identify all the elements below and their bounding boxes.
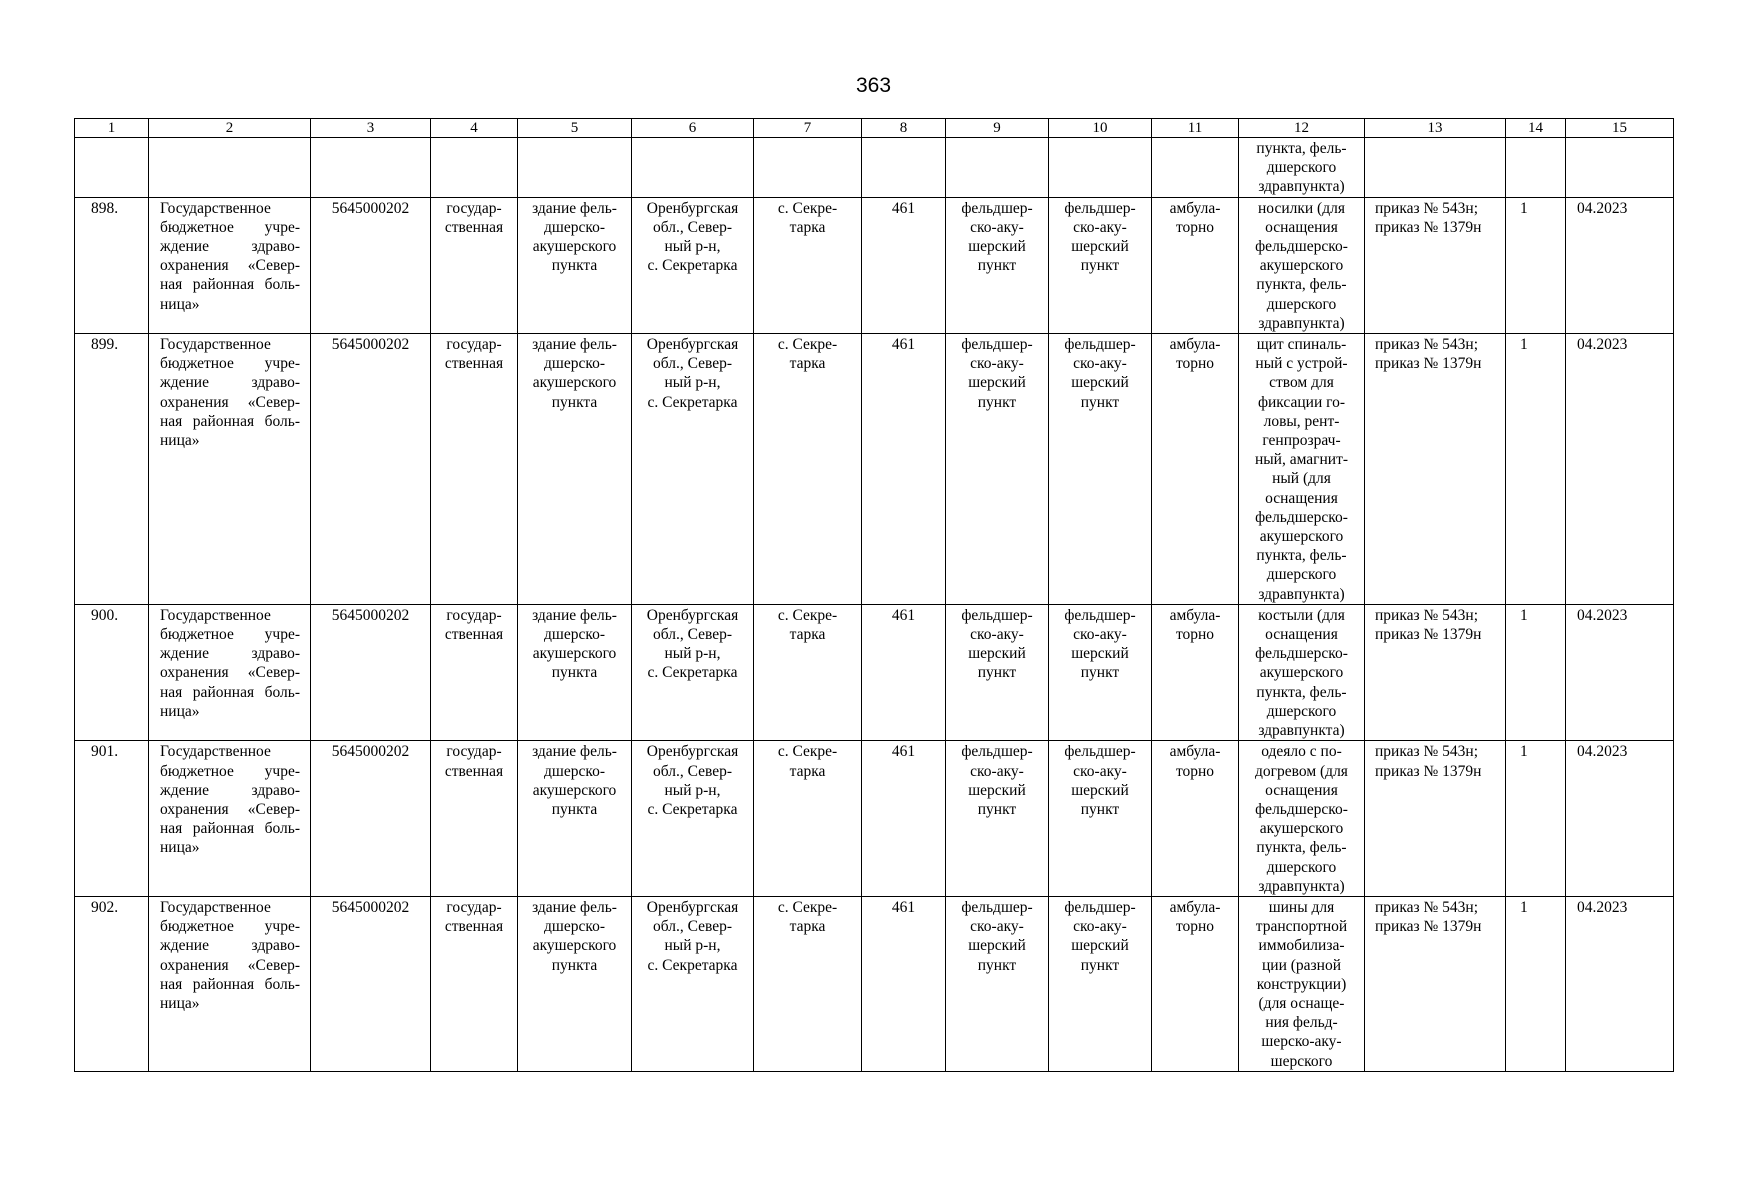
cell-building: здание фель- дшерско- акушерского пункта: [518, 741, 632, 897]
cell-date: 04.2023: [1566, 197, 1674, 333]
cell-orders: приказ № 543н; приказ № 1379н: [1365, 604, 1506, 740]
cell-care-form: амбула- торно: [1152, 741, 1239, 897]
cell-empty: [1566, 138, 1674, 198]
column-header: 2: [149, 119, 311, 138]
cell-unit-type: фельдшер- ско-аку- шерский пункт: [946, 604, 1049, 740]
cell-row-number: 899.: [75, 334, 149, 605]
cell-orders: приказ № 543н; приказ № 1379н: [1365, 741, 1506, 897]
cell-empty: [431, 138, 518, 198]
cell-row-number: 900.: [75, 604, 149, 740]
cell-organization: Государственное бюджетное учре-ждение здраво-охранения «Север-ная районная боль-ница»: [149, 197, 311, 333]
column-header: 9: [946, 119, 1049, 138]
cell-row-number: 898.: [75, 197, 149, 333]
cell-empty: [1152, 138, 1239, 198]
cell-address: Оренбургская обл., Север- ный р-н, с. Секретарка: [632, 896, 754, 1071]
cell-care-form: амбула- торно: [1152, 604, 1239, 740]
cell-organization: Государственное бюджетное учре-ждение здраво-охранения «Север-ная районная боль-ница»: [149, 604, 311, 740]
cell-row-number: 902.: [75, 896, 149, 1071]
table-row: [75, 896, 1674, 1071]
cell-organization: Государственное бюджетное учре-ждение здраво-охранения «Север-ная районная боль-ница»: [149, 741, 311, 897]
cell-empty: [149, 138, 311, 198]
column-header: 6: [632, 119, 754, 138]
column-header: 12: [1239, 119, 1365, 138]
column-header: 15: [1566, 119, 1674, 138]
cell-ownership: государ- ственная: [431, 604, 518, 740]
cell-inn: 5645000202: [311, 896, 431, 1071]
cell-equipment: щит спиналь- ный с устрой- ством для фиксации го- ловы, рент- генпрозрач- ный, амагнит- ный (для оснащения фельдшерско- акушерского пункта, фель- дшерского здравпункта): [1239, 334, 1365, 605]
cell-address: Оренбургская обл., Север- ный р-н, с. Секретарка: [632, 197, 754, 333]
cell-quantity: 1: [1506, 604, 1566, 740]
cell-unit-name: фельдшер- ско-аку- шерский пункт: [1049, 604, 1152, 740]
table-row: [75, 741, 1674, 897]
cell-row-number: 901.: [75, 741, 149, 897]
cell-empty: [1506, 138, 1566, 198]
cell-empty: [632, 138, 754, 198]
cell-date: 04.2023: [1566, 741, 1674, 897]
cell-ownership: государ- ственная: [431, 197, 518, 333]
column-header: 7: [754, 119, 862, 138]
cell-locality: с. Секре- тарка: [754, 741, 862, 897]
cell-locality: с. Секре- тарка: [754, 896, 862, 1071]
cell-locality: с. Секре- тарка: [754, 197, 862, 333]
cell-unit-name: фельдшер- ско-аку- шерский пункт: [1049, 334, 1152, 605]
cell-building: здание фель- дшерско- акушерского пункта: [518, 334, 632, 605]
cell-ownership: государ- ственная: [431, 741, 518, 897]
registry-table: [74, 118, 1674, 1072]
cell-unit-type: фельдшер- ско-аку- шерский пункт: [946, 197, 1049, 333]
cell-code: 461: [862, 334, 946, 605]
cell-ownership: государ- ственная: [431, 896, 518, 1071]
cell-ownership: государ- ственная: [431, 334, 518, 605]
cell-inn: 5645000202: [311, 741, 431, 897]
column-header: 4: [431, 119, 518, 138]
cell-quantity: 1: [1506, 741, 1566, 897]
column-header: 3: [311, 119, 431, 138]
cell-empty: [862, 138, 946, 198]
column-header: 14: [1506, 119, 1566, 138]
cell-empty: [311, 138, 431, 198]
cell-unit-type: фельдшер- ско-аку- шерский пункт: [946, 896, 1049, 1071]
cell-unit-name: фельдшер- ско-аку- шерский пункт: [1049, 741, 1152, 897]
cell-unit-name: фельдшер- ско-аку- шерский пункт: [1049, 197, 1152, 333]
cell-empty: [1049, 138, 1152, 198]
table-row-continuation: [75, 138, 1674, 198]
column-header: 10: [1049, 119, 1152, 138]
column-header: 5: [518, 119, 632, 138]
column-header: 13: [1365, 119, 1506, 138]
cell-inn: 5645000202: [311, 334, 431, 605]
cell-care-form: амбула- торно: [1152, 896, 1239, 1071]
cell-code: 461: [862, 896, 946, 1071]
cell-orders: приказ № 543н; приказ № 1379н: [1365, 896, 1506, 1071]
cell-code: 461: [862, 741, 946, 897]
cell-equipment: носилки (для оснащения фельдшерско- акушерского пункта, фель- дшерского здравпункта): [1239, 197, 1365, 333]
cell-equipment: шины для транспортной иммобилиза- ции (разной конструкции) (для оснаще- ния фельд- шерско-аку- шерского: [1239, 896, 1365, 1071]
cell-empty: [75, 138, 149, 198]
cell-building: здание фель- дшерско- акушерского пункта: [518, 896, 632, 1071]
cell-building: здание фель- дшерско- акушерского пункта: [518, 197, 632, 333]
cell-building: здание фель- дшерско- акушерского пункта: [518, 604, 632, 740]
cell-unit-type: фельдшер- ско-аку- шерский пункт: [946, 334, 1049, 605]
cell-orders: приказ № 543н; приказ № 1379н: [1365, 334, 1506, 605]
cell-orders: приказ № 543н; приказ № 1379н: [1365, 197, 1506, 333]
cell-locality: с. Секре- тарка: [754, 334, 862, 605]
cell-unit-type: фельдшер- ско-аку- шерский пункт: [946, 741, 1049, 897]
cell-empty: [518, 138, 632, 198]
page-number: 363: [855, 74, 892, 97]
table-row: [75, 334, 1674, 605]
cell-care-form: амбула- торно: [1152, 334, 1239, 605]
cell-quantity: 1: [1506, 197, 1566, 333]
cell-date: 04.2023: [1566, 896, 1674, 1071]
column-number-header-row: [75, 119, 1674, 138]
cell-empty: [946, 138, 1049, 198]
cell-locality: с. Секре- тарка: [754, 604, 862, 740]
cell-inn: 5645000202: [311, 604, 431, 740]
column-header: 1: [75, 119, 149, 138]
cell-unit-name: фельдшер- ско-аку- шерский пункт: [1049, 896, 1152, 1071]
cell-equipment: костыли (для оснащения фельдшерско- акушерского пункта, фель- дшерского здравпункта): [1239, 604, 1365, 740]
cell-code: 461: [862, 604, 946, 740]
cell-address: Оренбургская обл., Север- ный р-н, с. Секретарка: [632, 741, 754, 897]
cell-quantity: 1: [1506, 896, 1566, 1071]
cell-equipment: одеяло с по- догревом (для оснащения фельдшерско- акушерского пункта, фель- дшерского здравпункта): [1239, 741, 1365, 897]
table-row: [75, 604, 1674, 740]
cell-code: 461: [862, 197, 946, 333]
cell-organization: Государственное бюджетное учре-ждение здраво-охранения «Север-ная районная боль-ница»: [149, 334, 311, 605]
table-row: [75, 197, 1674, 333]
cell-date: 04.2023: [1566, 334, 1674, 605]
cell-care-form: амбула- торно: [1152, 197, 1239, 333]
cell-address: Оренбургская обл., Север- ный р-н, с. Секретарка: [632, 334, 754, 605]
cell-empty: [1365, 138, 1506, 198]
cell-empty: [754, 138, 862, 198]
cell-quantity: 1: [1506, 334, 1566, 605]
cell-date: 04.2023: [1566, 604, 1674, 740]
cell-inn: 5645000202: [311, 197, 431, 333]
column-header: 11: [1152, 119, 1239, 138]
cell-address: Оренбургская обл., Север- ный р-н, с. Секретарка: [632, 604, 754, 740]
cell-equipment: пункта, фель- дшерского здравпункта): [1239, 138, 1365, 198]
cell-organization: Государственное бюджетное учре-ждение здраво-охранения «Север-ная районная боль-ница»: [149, 896, 311, 1071]
column-header: 8: [862, 119, 946, 138]
